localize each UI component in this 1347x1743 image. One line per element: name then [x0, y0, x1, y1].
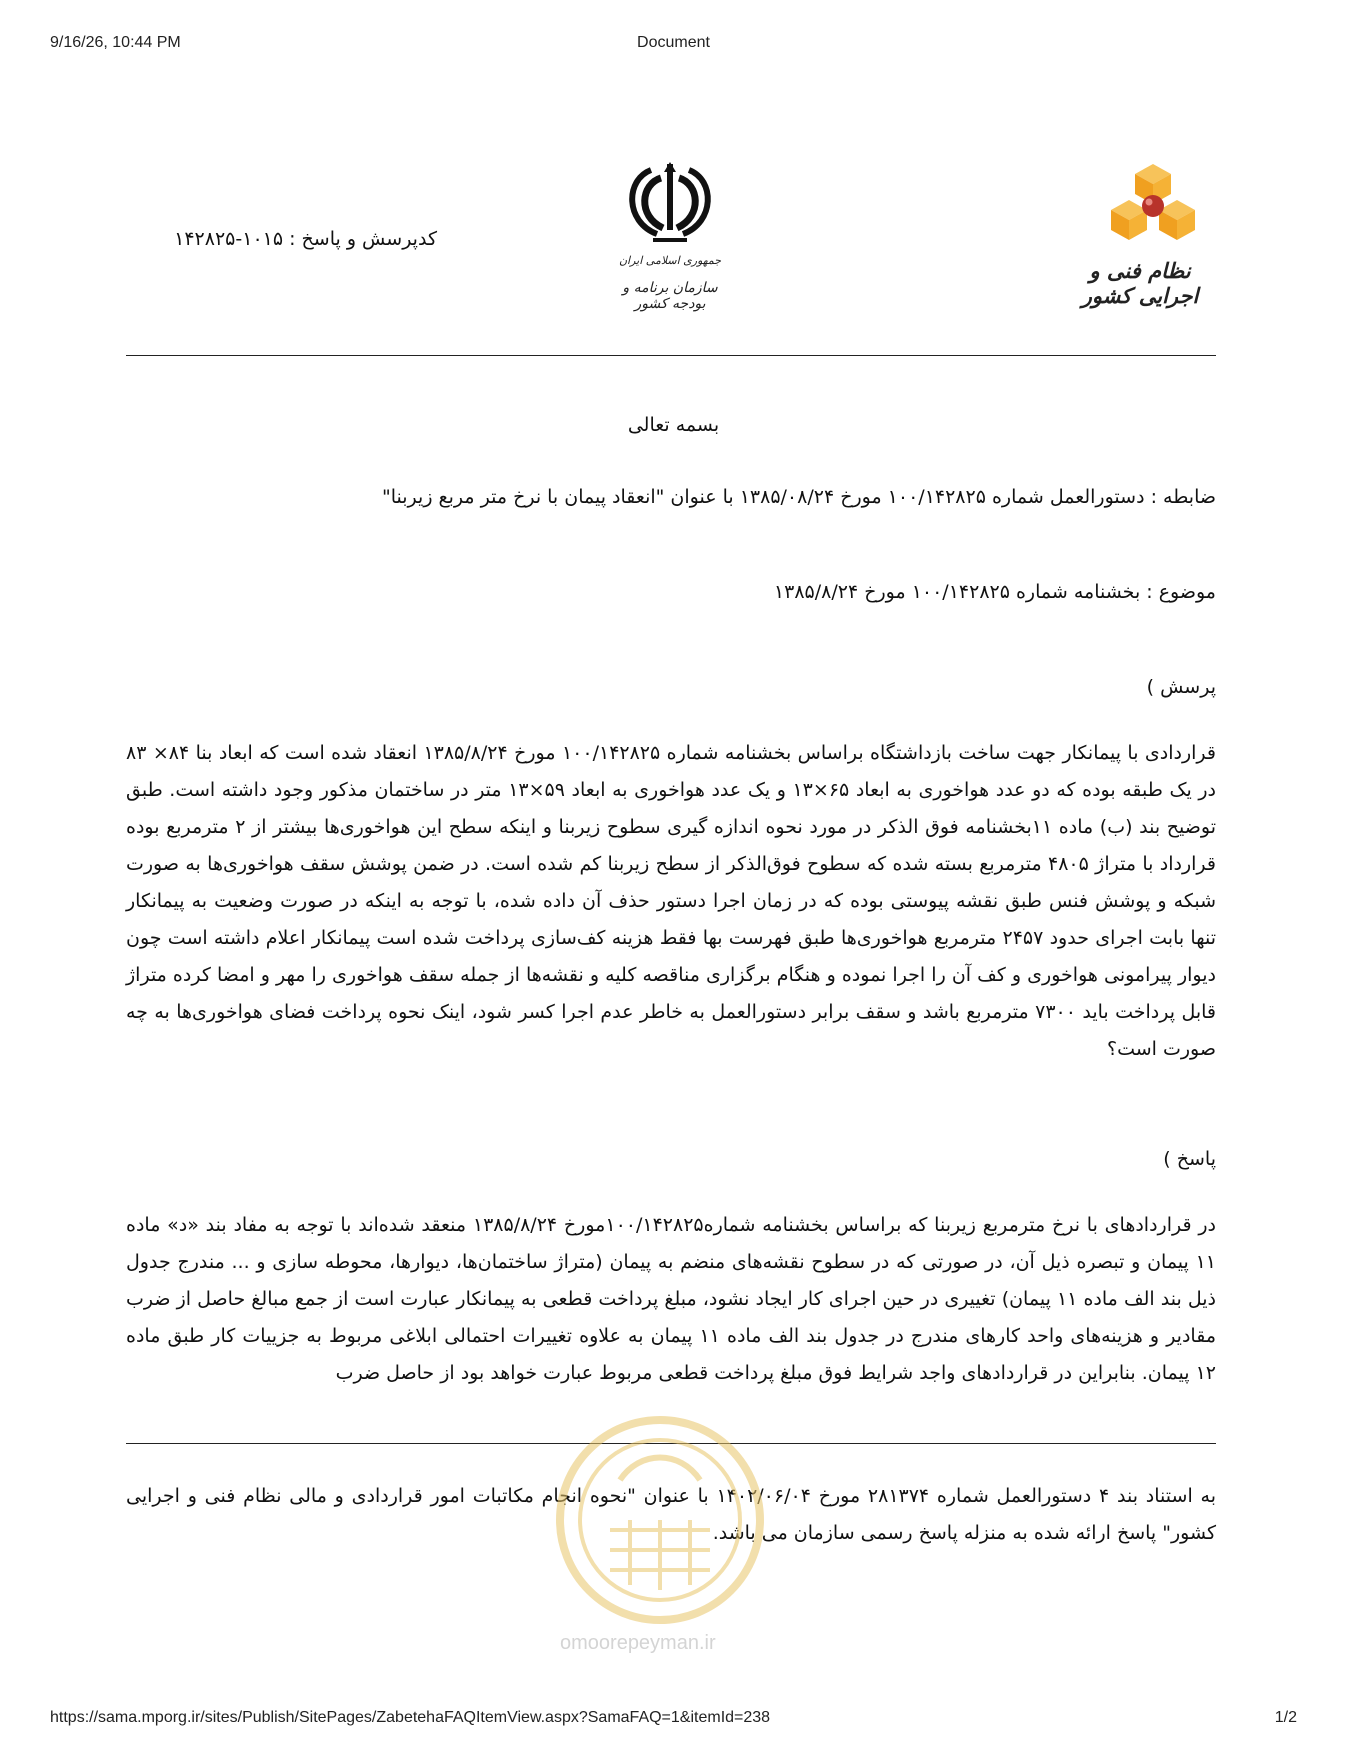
print-document-title: Document	[637, 34, 710, 51]
iran-emblem	[605, 160, 735, 310]
watermark-seal-icon	[550, 1410, 770, 1630]
answer-body: در قراردادهای با نرخ مترمربع زیربنا که براساس بخشنامه شماره۱۰۰/۱۴۲۸۲۵مورخ ۱۳۸۵/۸/۲۴ منعقد شده‌اند با توجه به مفاد بند «د» ماده ۱۱ پیمان و تبصره ذیل آن، در صورتی که در سطوح نقشه‌های منضم به پیمان (متراژ ساختمان‌ها، دیوارها، محوطه سازی و ... مندرج جدول ذیل بند الف ماده ۱۱ پیمان) تغییری در حین اجرای کار ایجاد نشود، مبلغ پرداخت قطعی به پیمانکار عبارت است از جمع مبالغ حاصل از ضرب مقادیر و هزینه‌های واحد کارهای مندرج در جدول بند الف ماده ۱۱ پیمان به علاوه تغییرات احتمالی ابلاغی مربوط به جزییات کار طبق ماده ۱۲ پیمان. بنابراین در قراردادهای واجد شرایط فوق مبلغ پرداخت قطعی مربوط عبارت خواهد بود از حاصل ضرب	[126, 1214, 1216, 1384]
iran-emblem-icon	[623, 160, 717, 250]
emblem-caption-country: جمهوری اسلامی ایران	[618, 254, 722, 267]
header-divider	[126, 355, 1216, 356]
cube-logo-icon	[1105, 160, 1201, 252]
watermark-site: omoorepeyman.ir	[560, 1632, 716, 1654]
answer-heading: پاسخ )	[1163, 1148, 1216, 1170]
question-body: قراردادی با پیمانکار جهت ساخت بازداشتگاه براساس بخشنامه شماره ۱۰۰/۱۴۲۸۲۵ مورخ ۱۳۸۵/۸/۲۴ انعقاد شده است که ابعاد بنا ۸۴× ۸۳ در یک طبقه بوده که دو عدد هواخوری به ابعاد ۶۵×۱۳ و یک عدد هواخوری به ابعاد ۵۹×۱۳ متر در ساختمان مذکور وجود داشته است. طبق توضیح بند (ب) ماده ۱۱بخشنامه فوق الذکر در مورد نحوه اندازه گیری سطوح زیربنا و اینکه سطح این هواخوری‌ها بیشتر از ۲ مترمربع بوده قرارداد با متراژ ۴۸۰۵ مترمربع بسته شده که سطوح فوق‌الذکر از سطح زیربنا کم شده است. در ضمن پوشش سقف هواخوری‌ها به صورت شبکه و پوشش فنس طبق نقشه پیوستی بوده که در زمان اجرا دستور حذف آن داده شده، با توجه به اینکه در صورت وضعیت به پیمانکار تنها بابت اجرای حدود ۲۴۵۷ مترمربع هواخوری‌ها طبق فهرست بها فقط هزینه کف‌سازی پرداخت شده است پیمانکار اعلام داشته است چون دیوار پیرامونی هواخوری و کف آن را اجرا نموده و هنگام برگزاری مناقصه کلیه و نقشه‌ها از جمله سقف هواخوری را مهر و امضا کرده متراژ قابل پرداخت باید ۷۳۰۰ مترمربع باشد و سقف برابر دستورالعمل به خاطر عدم اجرا کسر شود، اینک نحوه پرداخت فضای هواخوری‌ها به چه صورت است؟	[126, 742, 1217, 1060]
logo-caption: نظام فنی و اجرایی کشور	[1081, 258, 1199, 308]
basmala: بسمه تعالی	[627, 414, 720, 436]
question-code: کدپرسش و پاسخ : ۱۰۱۵-۱۴۲۸۲۵	[174, 228, 437, 250]
print-page-number: 1/2	[1274, 1709, 1297, 1726]
emblem-caption-organization: سازمان برنامه و بودجه کشور	[622, 280, 718, 312]
print-url: https://sama.mporg.ir/sites/Publish/SitePages/ZabetehaFAQItemView.aspx?SamaFAQ=1&itemId=238	[50, 1709, 771, 1726]
subject-line: موضوع : بخشنامه شماره ۱۰۰/۱۴۲۸۲۵ مورخ ۱۳۸۵/۸/۲۴	[773, 581, 1216, 603]
print-datetime: 9/16/26, 10:44 PM	[50, 34, 181, 51]
question-heading: پرسش )	[1146, 676, 1216, 698]
technical-system-logo	[1060, 160, 1220, 308]
regulation-line: ضابطه : دستورالعمل شماره ۱۰۰/۱۴۲۸۲۵ مورخ ۱۳۸۵/۰۸/۲۴ با عنوان "انعقاد پیمان با نرخ متر مربع زیربنا"	[382, 486, 1216, 508]
footnote: به استناد بند ۴ دستورالعمل شماره ۲۸۱۳۷۴ مورخ ۱۴۰۲/۰۶/۰۴ با عنوان "نحوه انجام مکاتبات امور قراردادی و مالی نظام فنی و اجرایی کشور" پاسخ ارائه شده به منزله پاسخ رسمی سازمان می باشد.	[126, 1485, 1216, 1544]
